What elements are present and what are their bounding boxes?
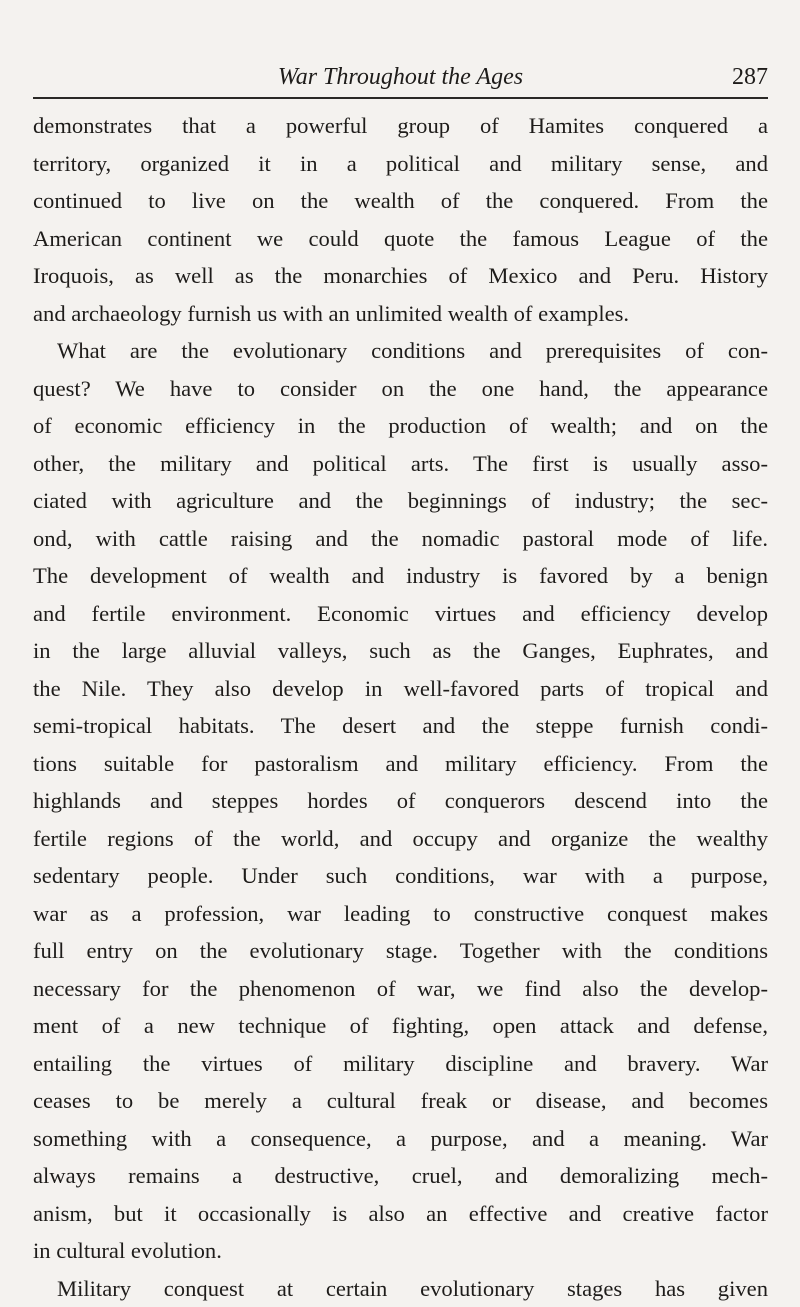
text-line: something with a consequence, a purpose, and a meaning. War [33,1120,768,1158]
text-line: tions suitable for pastoralism and military efficiency. From the [33,745,768,783]
text-line: in cultural evolution. [33,1232,768,1270]
text-line: ciated with agriculture and the beginnings of industry; the sec- [33,482,768,520]
text-line: and fertile environment. Economic virtues and efficiency develop [33,595,768,633]
text-line: always remains a destructive, cruel, and demoralizing mech- [33,1157,768,1195]
text-line: entailing the virtues of military discipline and bravery. War [33,1045,768,1083]
text-line: American continent we could quote the famous League of the [33,220,768,258]
text-line: The development of wealth and industry is favored by a benign [33,557,768,595]
text-line: Iroquois, as well as the monarchies of Mexico and Peru. History [33,257,768,295]
text-line: full entry on the evolutionary stage. Together with the conditions [33,932,768,970]
running-header [33,64,768,98]
running-title: War Throughout the Ages [33,64,768,91]
body-text [33,107,768,1307]
text-line: ond, with cattle raising and the nomadic pastoral mode of life. [33,520,768,558]
header-rule [33,97,768,99]
text-line: necessary for the phenomenon of war, we find also the develop- [33,970,768,1008]
text-line: fertile regions of the world, and occupy and organize the wealthy [33,820,768,858]
text-line: in the large alluvial valleys, such as the Ganges, Euphrates, and [33,632,768,670]
text-line: and archaeology furnish us with an unlimited wealth of examples. [33,295,768,333]
text-line: the Nile. They also develop in well-favored parts of tropical and [33,670,768,708]
text-line: highlands and steppes hordes of conquerors descend into the [33,782,768,820]
text-line: semi-tropical habitats. The desert and the steppe furnish condi- [33,707,768,745]
text-line: continued to live on the wealth of the conquered. From the [33,182,768,220]
text-line: of economic efficiency in the production of wealth; and on the [33,407,768,445]
text-line: quest? We have to consider on the one hand, the appearance [33,370,768,408]
text-line: demonstrates that a powerful group of Hamites conquered a [33,107,768,145]
text-line: ceases to be merely a cultural freak or disease, and becomes [33,1082,768,1120]
text-line: anism, but it occasionally is also an effective and creative factor [33,1195,768,1233]
text-line: war as a profession, war leading to constructive conquest makes [33,895,768,933]
text-line: What are the evolutionary conditions and prerequisites of con- [33,332,768,370]
page-number: 287 [732,64,768,91]
text-line: ment of a new technique of fighting, open attack and defense, [33,1007,768,1045]
text-line: Military conquest at certain evolutionary stages has given [33,1270,768,1307]
text-line: sedentary people. Under such conditions, war with a purpose, [33,857,768,895]
text-line: territory, organized it in a political and military sense, and [33,145,768,183]
text-line: other, the military and political arts. The first is usually asso- [33,445,768,483]
